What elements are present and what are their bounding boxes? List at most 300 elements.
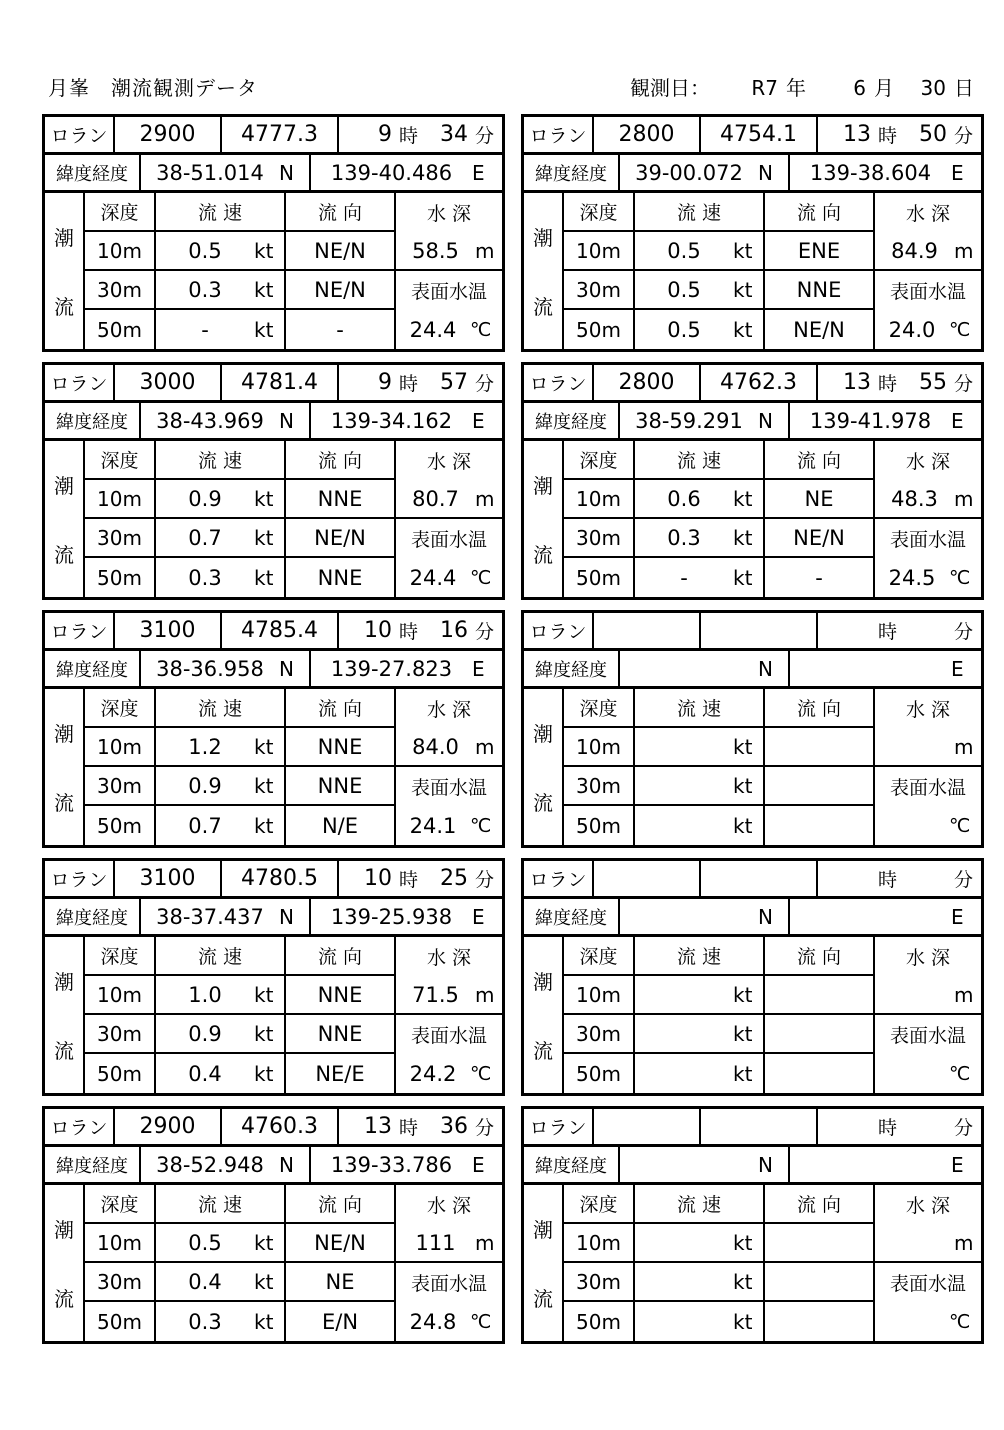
east-label: E [472,1152,485,1177]
surface-temp-label: 表面水温 [410,1025,487,1047]
minute-unit: 分 [474,869,494,891]
speed-10m-value: 0.6 [667,486,701,511]
minute-value: 36 [439,1114,468,1139]
north-label: N [758,904,773,929]
speed-30m-value: 0.3 [188,277,222,302]
loran-row [45,861,502,899]
longitude-cell [790,1147,981,1182]
tide-char-bottom: 流 [54,791,74,815]
kt-unit: kt [733,982,753,1007]
hour-value: 9 [377,370,392,395]
current-table [45,193,502,349]
loran-row [524,365,981,403]
kt-unit: kt [733,1061,753,1086]
kt-unit: kt [733,486,753,511]
kt-unit: kt [733,1309,753,1334]
longitude-value: 139-33.786 [330,1152,453,1177]
date-month-unit: 月 [874,76,894,100]
current-table [45,937,502,1093]
time-cell [339,861,502,896]
water-depth-value: 71.5 [412,982,459,1007]
speed-50m-cell [635,558,765,597]
speed-50m-cell [635,310,765,349]
water-depth-cell [396,976,502,1015]
current-table [524,689,981,845]
depth-10m-label: 10m [85,480,156,519]
latitude-cell [620,1147,790,1182]
north-label: N [279,656,294,681]
direction-header: 流 向 [765,689,875,728]
speed-header: 流 速 [156,193,286,232]
hour-unit: 時 [877,869,897,891]
surface-temp-label: 表面水温 [889,529,966,551]
latlon-row [524,651,981,689]
latlon-label: 緯度経度 [45,651,141,686]
latlon-label: 緯度経度 [524,899,620,934]
east-label: E [472,904,485,929]
tide-char-bottom: 流 [54,1039,74,1063]
direction-10m-value: NE/N [286,232,396,271]
water-depth-cell [875,480,981,519]
hour-unit: 時 [398,373,418,395]
speed-50m-value: 0.4 [188,1061,222,1086]
direction-50m-value: - [765,558,875,597]
longitude-cell [790,651,981,686]
date-month: 6 [853,76,866,100]
meter-unit: m [475,982,495,1007]
longitude-cell [311,403,502,438]
depth-header: 深度 [85,1185,156,1224]
longitude-cell [311,899,502,934]
longitude-cell [311,651,502,686]
speed-header: 流 速 [156,689,286,728]
loran-label: ロラン [524,613,594,648]
meter-unit: m [475,238,495,263]
direction-header: 流 向 [765,441,875,480]
meter-unit: m [475,486,495,511]
tide-char-top: 潮 [533,722,553,746]
direction-30m-value [765,1015,875,1054]
speed-50m-cell [156,1302,286,1341]
loran-value-a: 3000 [115,365,222,400]
date-year-unit: 年 [786,76,806,100]
minute-unit: 分 [953,621,973,643]
depth-30m-label: 30m [85,519,156,558]
speed-10m-cell [635,976,765,1015]
surface-temp-value: 24.4 [409,317,457,342]
speed-50m-value: - [201,317,209,342]
time-cell [339,613,502,648]
depth-50m-label: 50m [85,1054,156,1093]
longitude-value: 139-38.604 [809,160,932,185]
direction-10m-value [765,976,875,1015]
depth-50m-label: 50m [564,558,635,597]
depth-header: 深度 [564,193,635,232]
loran-value-b: 4777.3 [222,117,339,152]
speed-30m-cell [156,271,286,310]
loran-label: ロラン [524,117,594,152]
tidal-current-label [45,193,85,349]
longitude-value: 139-25.938 [330,904,453,929]
date-day: 30 [920,76,946,100]
water-depth-cell [396,1224,502,1263]
celsius-unit: ℃ [470,566,492,589]
meter-unit: m [954,1230,974,1255]
tide-char-top: 潮 [533,474,553,498]
direction-header: 流 向 [286,689,396,728]
surface-temp-cell [396,310,502,349]
speed-30m-cell [635,767,765,806]
loran-value-b: 4754.1 [701,117,818,152]
speed-10m-cell [635,480,765,519]
longitude-value: 139-34.162 [330,408,453,433]
loran-value-b [701,613,818,648]
hour-value: 10 [363,618,392,643]
surface-temp-value: 24.1 [409,813,457,838]
direction-10m-value [765,1224,875,1263]
depth-10m-label: 10m [85,232,156,271]
east-label: E [472,160,485,185]
longitude-cell [790,403,981,438]
kt-unit: kt [254,773,274,798]
speed-header: 流 速 [635,937,765,976]
speed-header: 流 速 [635,193,765,232]
kt-unit: kt [254,277,274,302]
minute-unit: 分 [474,1117,494,1139]
water-depth-header: 水 深 [905,1195,951,1217]
latlon-label: 緯度経度 [45,899,141,934]
meter-unit: m [475,1230,495,1255]
kt-unit: kt [733,277,753,302]
speed-30m-cell [156,1263,286,1302]
speed-10m-cell [635,1224,765,1263]
tide-char-top: 潮 [54,970,74,994]
celsius-unit: ℃ [949,566,971,589]
loran-value-a: 2800 [594,365,701,400]
latlon-row [524,1147,981,1185]
depth-30m-label: 30m [85,1015,156,1054]
hour-unit: 時 [398,1117,418,1139]
tide-char-bottom: 流 [533,1039,553,1063]
minute-unit: 分 [953,373,973,395]
water-depth-cell [875,1224,981,1263]
kt-unit: kt [254,1309,274,1334]
water-depth-cell [396,232,502,271]
north-label: N [758,160,773,185]
latlon-row [45,1147,502,1185]
depth-10m-label: 10m [564,728,635,767]
surface-temp-cell [396,1302,502,1341]
meter-unit: m [954,982,974,1007]
speed-10m-cell [156,480,286,519]
direction-10m-value: NNE [286,728,396,767]
water-depth-cell [875,976,981,1015]
longitude-cell [790,155,981,190]
minute-unit: 分 [474,621,494,643]
celsius-unit: ℃ [949,814,971,837]
speed-30m-cell [635,271,765,310]
north-label: N [279,408,294,433]
water-depth-header: 水 深 [426,451,472,473]
minute-value: 55 [918,370,947,395]
kt-unit: kt [733,238,753,263]
loran-label: ロラン [524,1109,594,1144]
depth-10m-label: 10m [564,1224,635,1263]
east-label: E [951,408,964,433]
minute-unit: 分 [474,373,494,395]
latitude-cell [141,899,311,934]
loran-label: ロラン [45,861,115,896]
latitude-value: 38-36.958 [156,656,264,681]
depth-header: 深度 [85,937,156,976]
hour-unit: 時 [877,1117,897,1139]
tide-char-top: 潮 [54,226,74,250]
tidal-current-label [45,1185,85,1341]
direction-header: 流 向 [286,441,396,480]
depth-50m-label: 50m [564,806,635,845]
direction-header: 流 向 [286,937,396,976]
minute-unit: 分 [474,125,494,147]
loran-label: ロラン [45,365,115,400]
loran-label: ロラン [45,613,115,648]
latitude-cell [141,1147,311,1182]
celsius-unit: ℃ [470,814,492,837]
speed-10m-value: 0.9 [188,486,222,511]
latitude-value: 38-59.291 [635,408,743,433]
surface-temp-value: 24.4 [409,565,457,590]
depth-50m-label: 50m [85,1302,156,1341]
latlon-row [45,155,502,193]
direction-30m-value: NNE [286,1015,396,1054]
celsius-unit: ℃ [949,1062,971,1085]
time-cell [818,117,981,152]
loran-value-a: 3100 [115,861,222,896]
loran-value-b [701,1109,818,1144]
direction-10m-value: NE [765,480,875,519]
east-label: E [951,656,964,681]
speed-10m-cell [156,232,286,271]
depth-header: 深度 [564,937,635,976]
latlon-label: 緯度経度 [524,1147,620,1182]
kt-unit: kt [254,486,274,511]
speed-header: 流 速 [635,1185,765,1224]
loran-value-b: 4762.3 [701,365,818,400]
water-depth-header: 水 深 [426,699,472,721]
depth-10m-label: 10m [564,232,635,271]
kt-unit: kt [733,525,753,550]
loran-value-a [594,861,701,896]
depth-10m-label: 10m [85,728,156,767]
loran-row [45,365,502,403]
speed-50m-cell [635,1054,765,1093]
kt-unit: kt [733,1230,753,1255]
loran-row [45,1109,502,1147]
surface-temp-cell [875,1054,981,1093]
depth-10m-label: 10m [85,1224,156,1263]
kt-unit: kt [254,813,274,838]
loran-label: ロラン [45,1109,115,1144]
current-table [45,1185,502,1341]
water-depth-header: 水 深 [905,947,951,969]
speed-30m-cell [635,1015,765,1054]
tide-char-top: 潮 [533,970,553,994]
speed-10m-value: 0.5 [188,238,222,263]
north-label: N [758,656,773,681]
latlon-row [524,403,981,441]
loran-label: ロラン [524,861,594,896]
latitude-cell [141,155,311,190]
kt-unit: kt [254,238,274,263]
tidal-current-label [45,689,85,845]
surface-temp-label: 表面水温 [889,1025,966,1047]
water-depth-header: 水 深 [426,1195,472,1217]
tidal-current-label [524,689,564,845]
time-cell [818,365,981,400]
hour-value: 13 [842,122,871,147]
direction-30m-value: NNE [765,271,875,310]
surface-temp-cell [875,310,981,349]
surface-temp-label: 表面水温 [410,281,487,303]
loran-value-a: 2900 [115,1109,222,1144]
surface-temp-cell [396,558,502,597]
speed-header: 流 速 [156,441,286,480]
station-block [42,362,505,600]
kt-unit: kt [254,525,274,550]
latitude-value: 38-52.948 [156,1152,264,1177]
surface-temp-cell [875,558,981,597]
direction-10m-value [765,728,875,767]
direction-header: 流 向 [286,193,396,232]
east-label: E [951,1152,964,1177]
speed-30m-value: 0.9 [188,1021,222,1046]
loran-value-b [701,861,818,896]
tidal-current-label [524,193,564,349]
latlon-label: 緯度経度 [45,403,141,438]
depth-30m-label: 30m [85,767,156,806]
kt-unit: kt [733,773,753,798]
north-label: N [279,160,294,185]
station-block [521,362,984,600]
direction-10m-value: NNE [286,480,396,519]
kt-unit: kt [733,813,753,838]
north-label: N [279,1152,294,1177]
celsius-unit: ℃ [470,318,492,341]
surface-temp-label: 表面水温 [889,1273,966,1295]
north-label: N [279,904,294,929]
east-label: E [951,904,964,929]
depth-30m-label: 30m [85,271,156,310]
loran-value-a [594,1109,701,1144]
depth-header: 深度 [85,193,156,232]
latitude-value: 38-51.014 [156,160,264,185]
station-block [42,610,505,848]
minute-value: 57 [439,370,468,395]
loran-value-b: 4780.5 [222,861,339,896]
latitude-cell [141,403,311,438]
kt-unit: kt [254,1021,274,1046]
tidal-current-label [524,1185,564,1341]
kt-unit: kt [733,317,753,342]
latitude-value: 38-43.969 [156,408,264,433]
time-cell [818,1109,981,1144]
depth-50m-label: 50m [564,1302,635,1341]
hour-value: 9 [377,122,392,147]
station-grid [42,114,984,1344]
water-depth-cell [875,728,981,767]
surface-temp-label: 表面水温 [410,1273,487,1295]
latlon-row [45,403,502,441]
speed-30m-cell [156,1015,286,1054]
water-depth-header: 水 深 [905,451,951,473]
speed-30m-value: 0.4 [188,1269,222,1294]
depth-50m-label: 50m [85,310,156,349]
longitude-cell [790,899,981,934]
direction-30m-value [765,767,875,806]
tide-char-top: 潮 [54,474,74,498]
kt-unit: kt [254,1269,274,1294]
speed-10m-cell [635,728,765,767]
minute-value: 16 [439,618,468,643]
latlon-row [524,155,981,193]
depth-10m-label: 10m [85,976,156,1015]
latlon-label: 緯度経度 [524,651,620,686]
loran-value-a: 2800 [594,117,701,152]
speed-10m-value: 1.0 [188,982,222,1007]
loran-row [524,1109,981,1147]
longitude-value: 139-40.486 [330,160,453,185]
direction-50m-value [765,1054,875,1093]
tide-char-bottom: 流 [533,543,553,567]
surface-temp-cell [875,1302,981,1341]
date-year: R7 [751,76,778,100]
direction-30m-value: NNE [286,767,396,806]
surface-temp-label: 表面水温 [889,777,966,799]
speed-header: 流 速 [156,937,286,976]
speed-30m-cell [156,519,286,558]
meter-unit: m [954,734,974,759]
direction-header: 流 向 [765,1185,875,1224]
speed-header: 流 速 [635,441,765,480]
direction-50m-value: NE/E [286,1054,396,1093]
surface-temp-value: 24.2 [409,1061,457,1086]
tide-char-top: 潮 [54,1218,74,1242]
page-title: 月峯 潮流観測データ [48,76,258,100]
speed-10m-cell [156,1224,286,1263]
hour-unit: 時 [877,621,897,643]
water-depth-value: 84.0 [412,734,459,759]
meter-unit: m [954,238,974,263]
tidal-current-label [524,441,564,597]
latlon-row [45,651,502,689]
depth-10m-label: 10m [564,480,635,519]
speed-30m-value: 0.5 [667,277,701,302]
direction-30m-value: NE/N [286,271,396,310]
kt-unit: kt [254,317,274,342]
hour-value: 13 [363,1114,392,1139]
depth-30m-label: 30m [564,271,635,310]
kt-unit: kt [254,982,274,1007]
loran-value-a [594,613,701,648]
station-block [521,610,984,848]
direction-10m-value: NNE [286,976,396,1015]
latitude-value: 38-37.437 [156,904,264,929]
loran-value-b: 4785.4 [222,613,339,648]
time-cell [339,1109,502,1144]
east-label: E [472,656,485,681]
loran-row [524,861,981,899]
minute-value: 50 [918,122,947,147]
current-table [524,193,981,349]
